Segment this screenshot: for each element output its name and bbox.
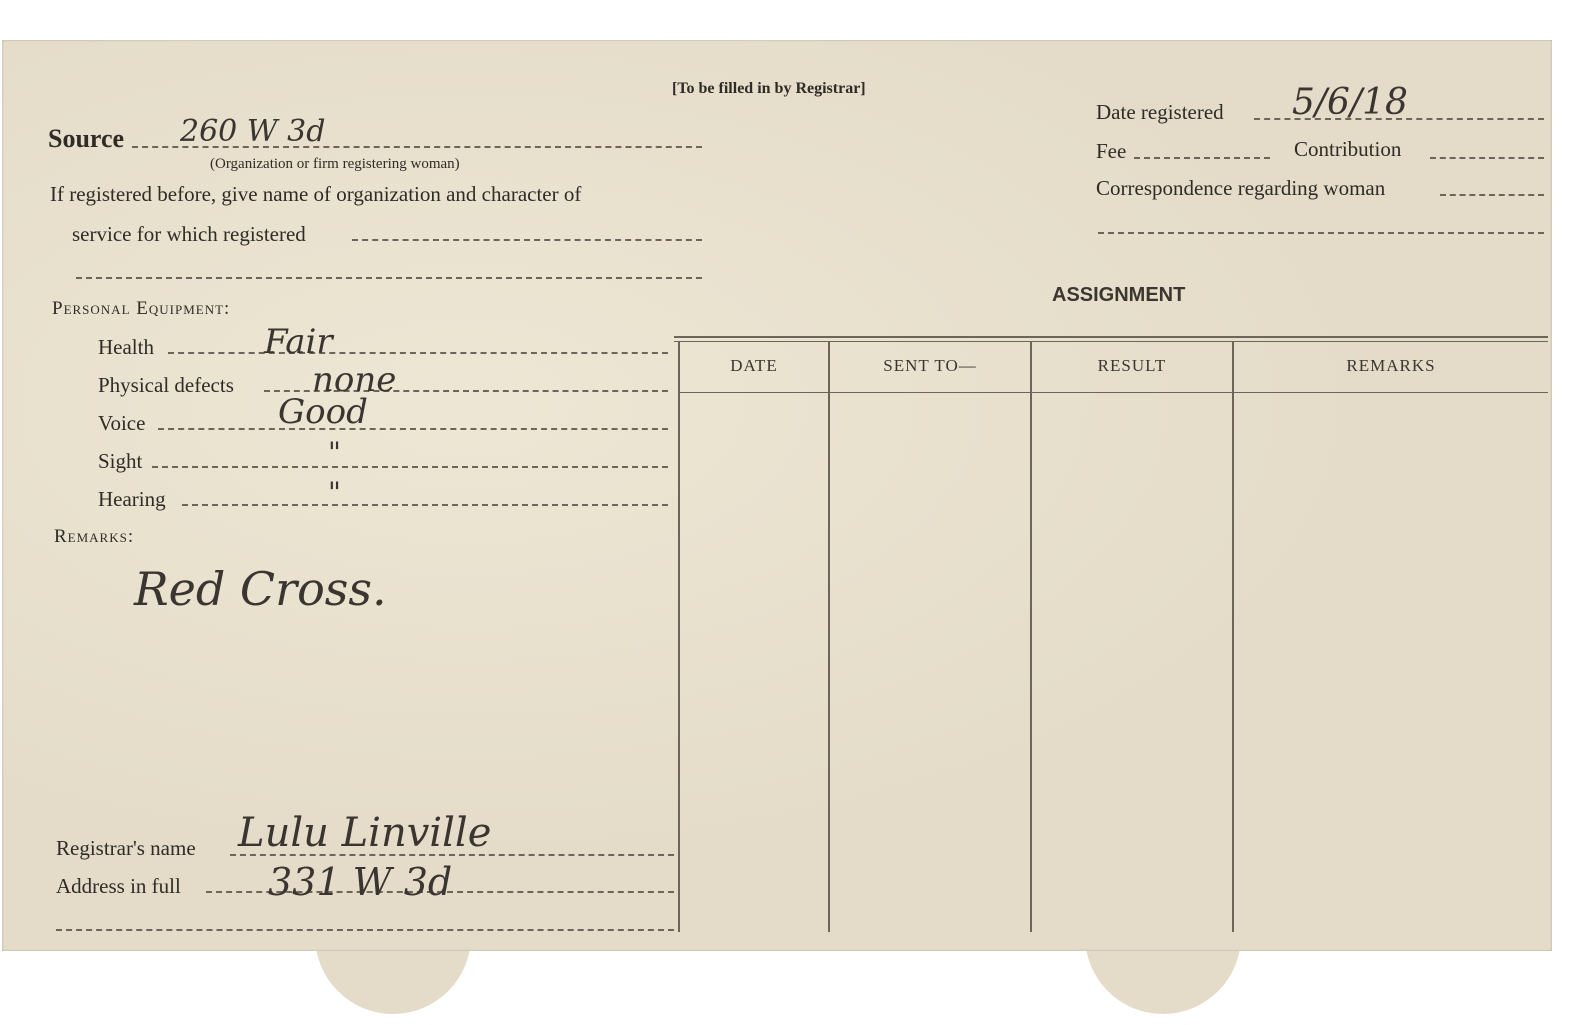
col-header-remarks: REMARKS: [1346, 356, 1436, 375]
voice-value: Good: [278, 392, 368, 432]
col-header-sent-to: SENT TO—: [883, 356, 977, 375]
table-col-line-2: [828, 342, 830, 932]
hearing-value: ": [328, 476, 341, 509]
col-header-result: RESULT: [1097, 356, 1167, 375]
table-header-rule: [678, 392, 1548, 393]
hearing-line: [182, 504, 668, 506]
physical-defects-label: Physical defects: [98, 373, 234, 397]
source-label: Source: [48, 124, 125, 153]
assignment-title: ASSIGNMENT: [1052, 284, 1186, 306]
registered-before-line2: service for which registered: [72, 222, 306, 246]
health-label: Health: [98, 335, 154, 359]
health-value: Fair: [264, 322, 333, 362]
registrar-name-value: Lulu Linville: [238, 810, 492, 856]
sight-label: Sight: [98, 449, 143, 473]
hearing-label: Hearing: [98, 487, 166, 511]
remarks-value: Red Cross.: [134, 562, 387, 616]
physical-defects-value: none: [312, 360, 397, 400]
table-col-line-3: [1030, 342, 1032, 932]
contribution-line: [1430, 157, 1544, 159]
sight-line: [152, 466, 668, 468]
registrar-name-label: Registrar's name: [56, 836, 196, 860]
table-col-line-1: [678, 342, 680, 932]
address-label: Address in full: [56, 874, 181, 898]
voice-label: Voice: [98, 411, 146, 435]
bottom-line: [56, 929, 674, 931]
registered-before-line1: If registered before, give name of organization and character of: [50, 182, 582, 206]
contribution-label: Contribution: [1294, 137, 1402, 161]
correspondence-line: [1440, 194, 1544, 196]
sight-value: ": [328, 436, 341, 469]
source-caption: (Organization or firm registering woman): [210, 156, 460, 172]
date-registered-label: Date registered: [1096, 100, 1224, 124]
source-value: 260 W 3d: [180, 114, 326, 149]
table-top-rule: [674, 336, 1548, 338]
address-value: 331 W 3d: [268, 860, 453, 904]
registered-before-extra-line: [76, 277, 702, 279]
registered-before-line: [352, 239, 702, 241]
remarks-heading: Remarks:: [54, 526, 135, 547]
table-col-line-4: [1232, 342, 1234, 932]
health-line: [168, 352, 668, 354]
table-top-rule-2: [674, 341, 1548, 342]
personal-equipment-heading: Personal Equipment:: [52, 298, 231, 319]
fee-line: [1134, 157, 1270, 159]
registration-card: [2, 40, 1552, 951]
voice-line: [158, 428, 668, 430]
header-note: [To be filled in by Registrar]: [672, 80, 866, 97]
correspondence-line-2: [1098, 232, 1544, 234]
date-registered-value: 5/6/18: [1292, 82, 1408, 123]
correspondence-label: Correspondence regarding woman: [1096, 176, 1386, 200]
col-header-date: DATE: [730, 356, 778, 375]
fee-label: Fee: [1096, 139, 1127, 163]
